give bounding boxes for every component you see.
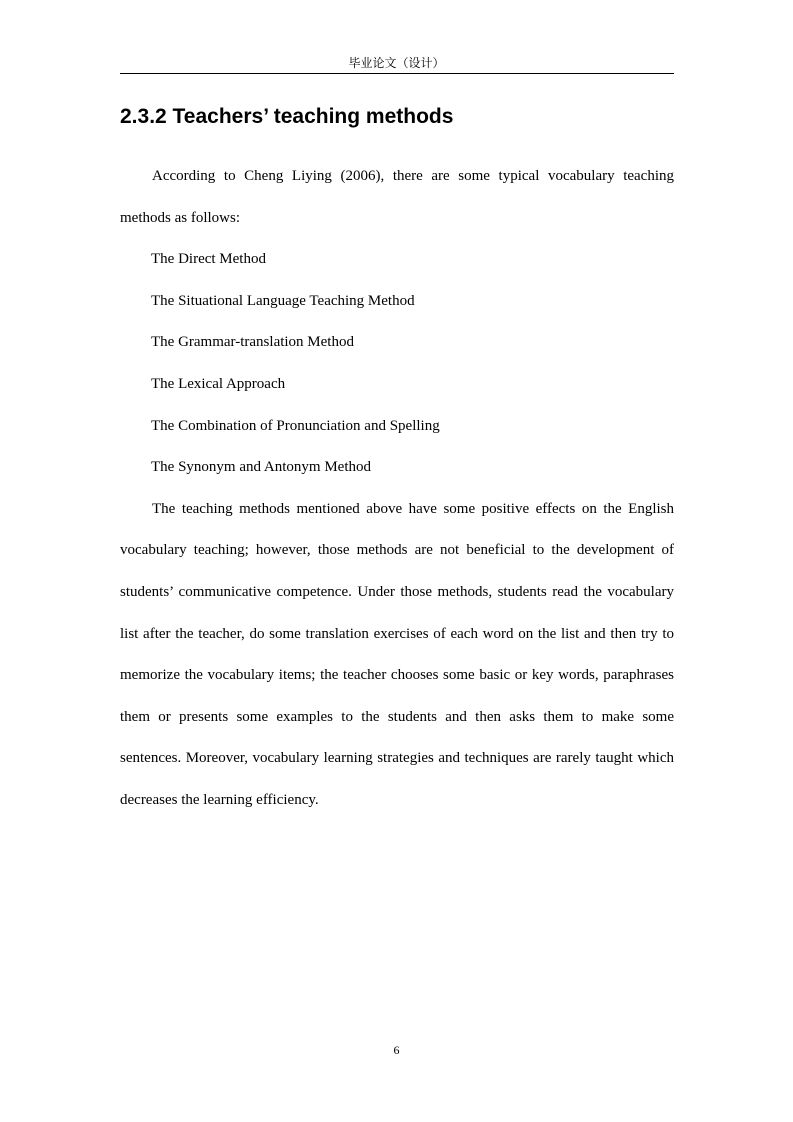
- page-header: 毕业论文（设计）: [348, 56, 445, 70]
- method-list: [120, 239, 674, 489]
- list-item: The Lexical Approach: [151, 375, 286, 392]
- list-item: The Synonym and Antonym Method: [151, 459, 371, 476]
- header-divider: [120, 73, 674, 74]
- list-item: The Grammar-translation Method: [151, 334, 354, 351]
- discussion-paragraph: The teaching methods mentioned above have some positive effects on the English vocabulary teaching; however, those methods are not beneficial to the development of students’ communicative competence. Under those methods, students read the vocabulary list after the teacher, do some translation exercises of each word on the list and then try to memorize the vocabulary items; the teacher chooses some basic or key words, paraphrases them or presents some examples to the students and then asks them to make some sentences. Moreover, vocabulary learning strategies and techniques are rarely taught which decreases the learning efficiency.: [120, 500, 674, 808]
- list-item: The Direct Method: [151, 251, 266, 268]
- list-item: The Situational Language Teaching Method: [151, 292, 415, 309]
- intro-paragraph: According to Cheng Liying (2006), there are some typical vocabulary teaching methods as follows:: [120, 168, 674, 226]
- page-number: 6: [393, 1043, 400, 1057]
- body-text: [120, 156, 674, 822]
- list-item: The Combination of Pronunciation and Spelling: [151, 417, 440, 434]
- section-title: 2.3.2 Teachers’ teaching methods: [120, 105, 454, 128]
